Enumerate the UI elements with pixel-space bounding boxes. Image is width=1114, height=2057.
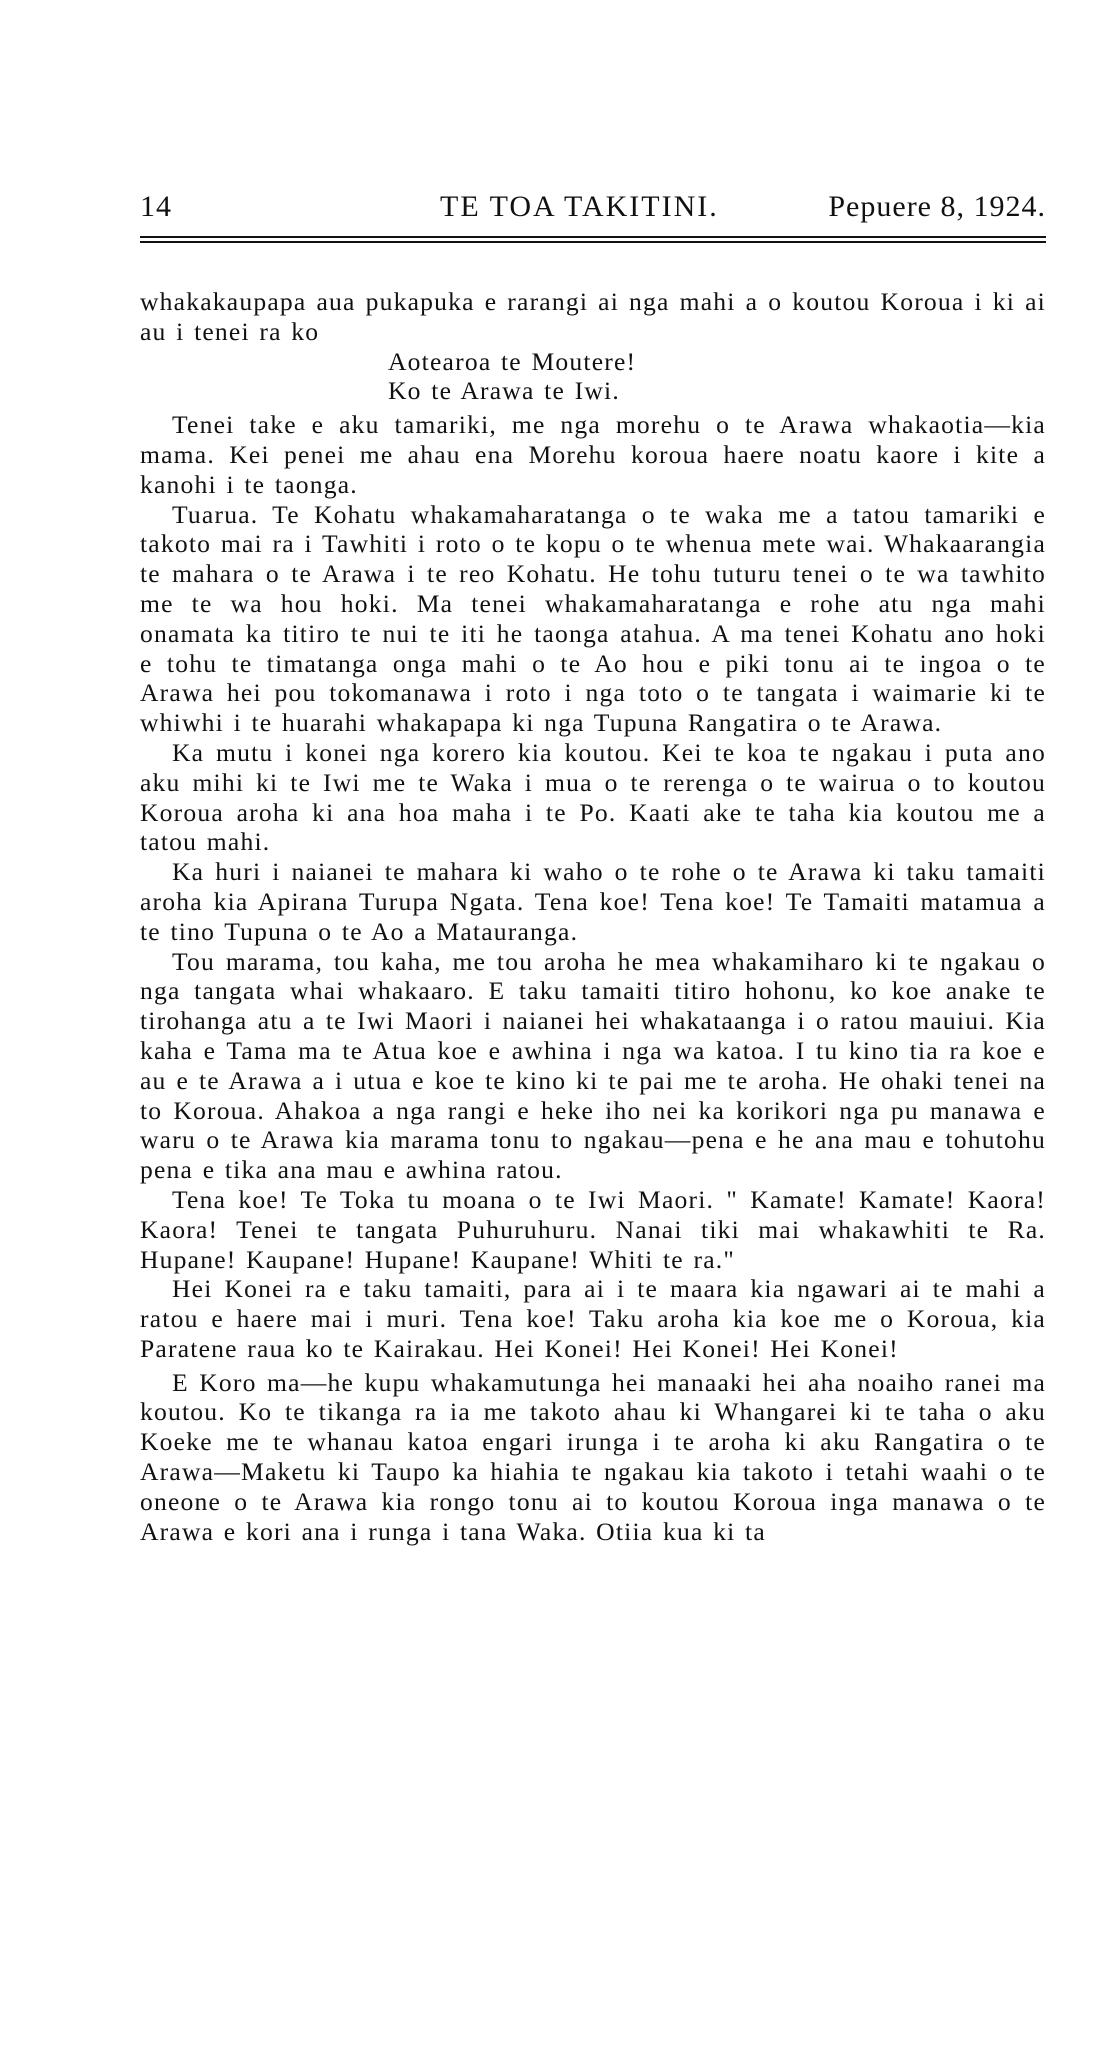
page-number: 14 xyxy=(140,190,172,223)
newspaper-page xyxy=(140,190,1046,1546)
paragraph-7: Tena koe! Te Toka tu moana o te Iwi Maori. " Kamate! Kamate! Kaora! Kaora! Tenei te tangata Puhuruhuru. Nanai tiki mai whakawhiti te Ra. Hupane! Kaupane! Hupane! Kaupane! Whiti te ra." xyxy=(140,1184,1046,1274)
paragraph-1: whakakaupapa aua pukapuka e rarangi ai nga mahi a o koutou Koroua i ki ai au i tenei ra ko xyxy=(140,287,1046,346)
paragraph-6: Tou marama, tou kaha, me tou aroha he mea whakamiharo ki te ngakau o nga tangata whai whakaaro. E taku tamaiti titiro hohonu, ko koe anake te tirohanga atu a te Iwi Maori i naianei hei whakataanga i o ratou mauiui. Kia kaha e Tama ma te Atua koe e awhina i nga wa katoa. I tu kino tia ra koe e au e te Arawa a i utua e koe te kino ki te pai me te aroha. He ohaki tenei na to Koroua. Ahakoa a nga rangi e heke iho nei ka korikori nga pu manawa e waru o te Arawa kia marama tonu to ngakau—pena e he ana mau e tohutohu pena e tika ana mau e awhina ratou. xyxy=(140,946,1046,1185)
issue-date: Pepuere 8, 1924. xyxy=(828,190,1046,223)
header-rule-top xyxy=(140,236,1046,238)
verse-line-1: Aotearoa te Moutere! xyxy=(388,346,637,376)
verse-line-2: Ko te Arawa te Iwi. xyxy=(388,376,620,406)
paragraph-9: E Koro ma—he kupu whakamutunga hei manaaki hei aha noaiho ranei ma koutou. Ko te tikanga ra ia me takoto ahau ki Whangarei ki te taha o aku Koeke me te whanau katoa engari irunga i te aroha ki aku Rangatira o te Arawa—Maketu ki Taupo ka hiahia te ngakau kia takoto i tetahi waahi o te oneone o te Arawa kia rongo tonu ai to koutou Koroua inga manawa o te Arawa e kori ana i runga i tana Waka. Otiia kua ki ta xyxy=(140,1367,1046,1546)
paragraph-3: Tuarua. Te Kohatu whakamaharatanga o te waka me a tatou tamariki e takoto mai ra i Tawhiti i roto o te kopu o te whenua mete wai. Whakaarangia te mahara o te Arawa i te reo Kohatu. He tohu tuturu tenei o te wa tawhito me te wa hou hoki. Ma tenei whakamaharatanga e rohe atu nga mahi onamata ka titiro te nui te iti he taonga atahua. A ma tenei Kohatu ano hoki e tohu te timatanga onga mahi o te Ao hou e piki tonu ai te ingoa o te Arawa hei pou tokomanawa i roto i nga toto o te tangata i waimarie ki te whiwhi i te huarahi whakapapa ki nga Tupuna Rangatira o te Arawa. xyxy=(140,499,1046,738)
article-body xyxy=(140,287,1046,1546)
paragraph-5: Ka huri i naianei te mahara ki waho o te rohe o te Arawa ki taku tamaiti aroha kia Apirana Turupa Ngata. Tena koe! Tena koe! Te Tamaiti matamua a te tino Tupuna o te Ao a Mataurangа. xyxy=(140,857,1046,946)
paragraph-2: Tenei take e aku tamariki, me nga morehu o te Arawa whakaotia—kia mama. Kei penei me ahau ena Morehu koroua haere noatu kaore i kite a kanohi i te taonga. xyxy=(140,410,1046,499)
header-rule-bottom xyxy=(140,241,1046,243)
running-head xyxy=(140,190,1046,230)
paragraph-4: Ka mutu i konei nga korero kia koutou. Kei te koa te ngakau i puta ano aku mihi ki te Iwi me te Waka i mua o te rerenga o te wairua o to koutou Koroua aroha ki ana hoa maha i te Po. Kaati ake te taha kia koutou me a tatou mahi. xyxy=(140,737,1046,857)
journal-title: TE TOA TAKITINI. xyxy=(440,190,719,223)
paragraph-8: Hei Konei ra e taku tamaiti, para ai i te maara kia ngawari ai te mahi a ratou e haere mai i muri. Tena koe! Taku aroha kia koe me o Koroua, kia Paratene raua ko te Kairakau. Hei Konei! Hei Konei! Hei Konei! xyxy=(140,1274,1046,1363)
